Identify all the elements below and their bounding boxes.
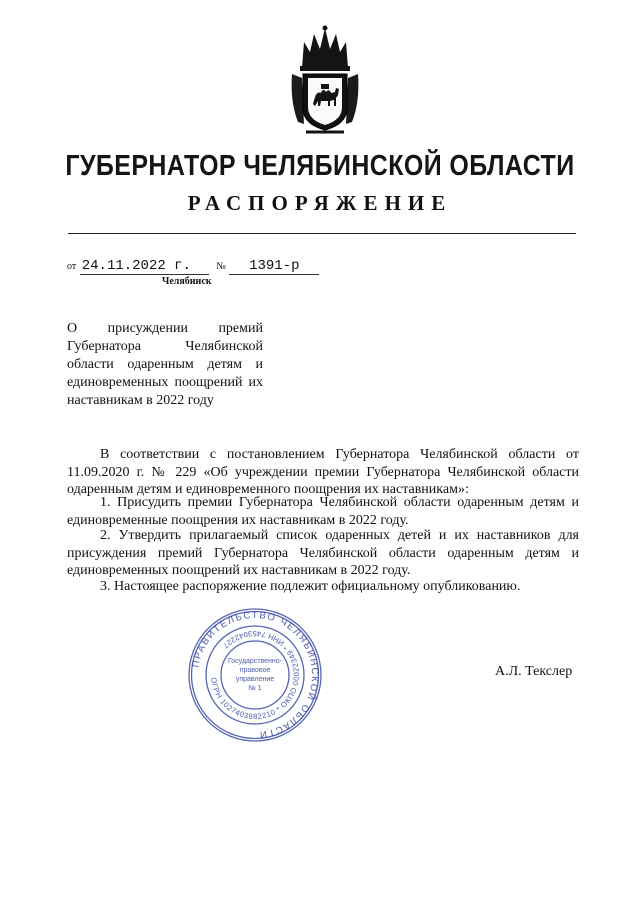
document-number: 1391-р [229, 258, 319, 275]
document-date: 24.11.2022 г. [80, 258, 209, 275]
seal-center-line-3: управление [235, 676, 275, 683]
body-preamble: В соответствии с постановлением Губернатора Челябинской области от 11.09.2020 г. № 229 «Об учреждении премии Губернатора Челябинской области одаренным детям и единовременного поощрения их наставникам»: [67, 447, 579, 498]
date-number-line [67, 258, 319, 278]
authority-title: ГУБЕРНАТОР ЧЕЛЯБИНСКОЙ ОБЛАСТИ [65, 150, 575, 182]
seal-ring-text: ПРАВИТЕЛЬСТВО ЧЕЛЯБИНСКОЙ ОБЛАСТИ [190, 609, 321, 741]
date-prefix: от [67, 261, 77, 272]
body-item-3: 3. Настоящее распоряжение подлежит официальному опубликованию. [100, 579, 521, 594]
seal-center-line-1: Государственно- [227, 658, 283, 665]
seal-codes-text: ОГРН 1027403882210 * ОКПО 00022349 * ИНН 7453042227 [208, 628, 302, 722]
signatory-name: А.Л. Текслер [495, 664, 573, 679]
body-item-2: 2. Утвердить прилагаемый список одаренных детей и их наставников для присуждения премий Губернатора Челябинской области одаренным детям и единовременных поощрений их наставникам в 2022 году. [67, 528, 579, 579]
seal-center-line-2: правовое [239, 667, 271, 674]
svg-text:ОГРН 1027403882210 * ОКПО 0002 [209, 629, 301, 721]
number-sign: № [216, 261, 226, 272]
seal-center-line-4: № 1 [248, 685, 262, 692]
issue-city: Челябинск [162, 276, 212, 287]
official-seal-stamp [186, 606, 324, 744]
header-divider [68, 233, 576, 234]
document-type-heading: РАСПОРЯЖЕНИЕ [187, 191, 453, 215]
body-item-1: 1. Присудить премии Губернатора Челябинской области одаренным детям и единовременные поощрения их наставникам в 2022 году. [67, 495, 579, 528]
document-subject: О присуждении премий Губернатора Челябинской области одаренным детям и единовременных поощрений их наставникам в 2022 году [67, 321, 263, 408]
coat-of-arms-emblem [290, 22, 360, 134]
